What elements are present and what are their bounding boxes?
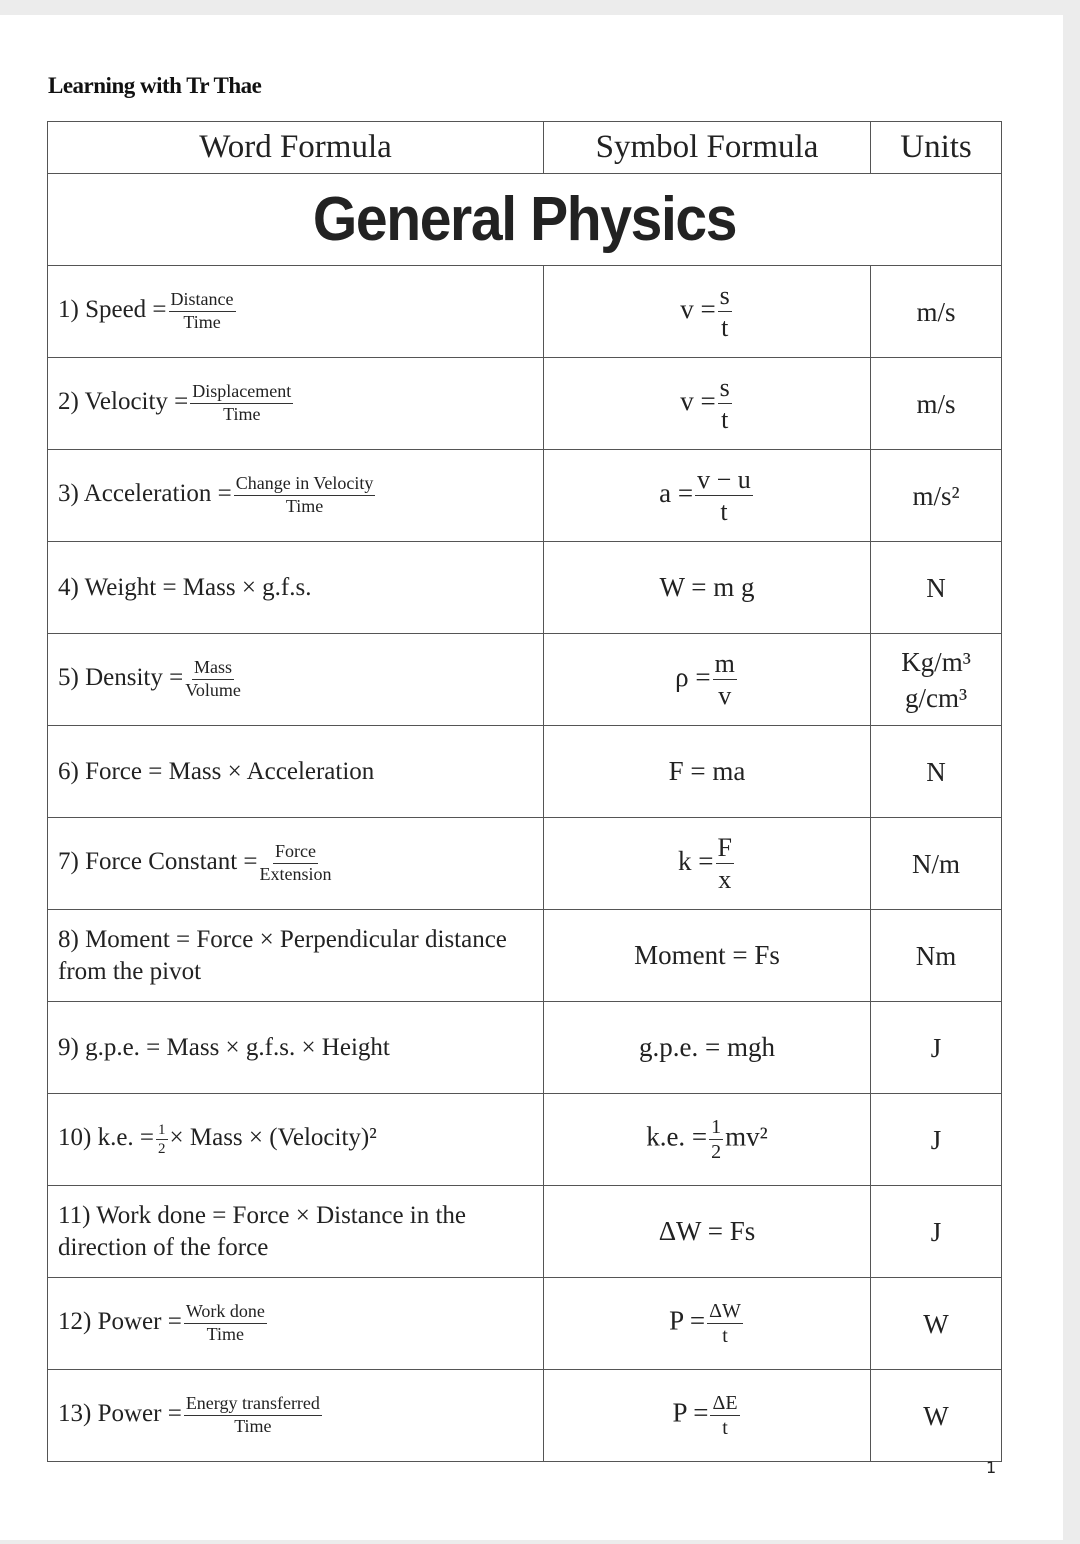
symbol-formula-lhs: P = xyxy=(669,1305,706,1336)
unit-value: N xyxy=(926,756,946,787)
fraction-denominator: v xyxy=(718,681,732,710)
column-header-symbol-formula: Symbol Formula xyxy=(544,122,871,174)
units-cell xyxy=(871,818,1002,910)
fraction-numerator: m xyxy=(713,648,737,680)
formula-row xyxy=(48,910,1002,1002)
units-cell xyxy=(871,1186,1002,1278)
symbol-formula-lhs: a = xyxy=(659,477,694,508)
word-formula-cell xyxy=(48,1186,544,1278)
symbol-formula-cell xyxy=(544,1002,871,1094)
units-cell xyxy=(871,1002,1002,1094)
fraction-numerator: s xyxy=(718,372,732,404)
unit-value: N xyxy=(926,572,946,603)
unit-value: m/s xyxy=(916,296,956,327)
symbol-formula-suffix: mv² xyxy=(725,1121,768,1152)
word-formula-text: 8) Moment = Force × Perpendicular distance from the pivot xyxy=(58,925,507,985)
unit-value: Nm xyxy=(915,940,957,971)
document-page xyxy=(0,15,1063,1540)
symbol-formula-cell xyxy=(544,266,871,358)
units-cell xyxy=(871,358,1002,450)
fraction-denominator: Extension xyxy=(259,864,332,884)
symbol-formula-cell xyxy=(544,1094,871,1186)
word-formula-cell xyxy=(48,818,544,910)
units-cell xyxy=(871,1278,1002,1370)
word-formula-text: 6) Force = Mass × Acceleration xyxy=(58,757,375,785)
word-formula-cell xyxy=(48,1002,544,1094)
fraction-numerator: Displacement xyxy=(190,381,293,404)
symbol-formula-text: F = ma xyxy=(668,756,746,786)
word-formula-fraction xyxy=(156,1121,168,1158)
symbol-formula-fraction xyxy=(718,280,732,343)
symbol-formula-fraction xyxy=(695,464,753,527)
symbol-formula-cell xyxy=(544,910,871,1002)
unit-value: Kg/m³ xyxy=(901,646,971,677)
fraction-numerator: ΔE xyxy=(712,1392,738,1414)
word-formula-fraction xyxy=(184,1301,267,1345)
symbol-formula-fraction xyxy=(716,832,734,895)
word-formula-suffix: × Mass × (Velocity)² xyxy=(169,1124,377,1152)
fraction-numerator: Work done xyxy=(184,1301,267,1324)
symbol-formula-text: ΔW = Fs xyxy=(658,1216,756,1246)
fraction-denominator: Time xyxy=(223,404,261,424)
page-number: 1 xyxy=(986,1458,997,1477)
symbol-formula-cell xyxy=(544,818,871,910)
formula-row xyxy=(48,634,1002,726)
unit-value: J xyxy=(930,1124,942,1155)
word-formula-lhs: 2) Velocity = xyxy=(58,388,189,416)
column-header-units: Units xyxy=(871,122,1002,174)
word-formula-fraction xyxy=(169,289,236,333)
brand-heading: Learning with Tr Thae xyxy=(48,73,262,98)
fraction-denominator: t xyxy=(722,1325,728,1347)
symbol-formula-lhs: v = xyxy=(680,293,716,324)
fraction-denominator: Volume xyxy=(185,680,241,700)
symbol-formula-lhs: v = xyxy=(680,385,716,416)
unit-value: W xyxy=(923,1308,949,1339)
fraction-denominator: Time xyxy=(183,312,221,332)
word-formula-cell xyxy=(48,1370,544,1462)
units-cell xyxy=(871,634,1002,726)
section-title-row xyxy=(48,174,1002,266)
fraction-denominator: 2 xyxy=(158,1141,166,1157)
symbol-formula-cell xyxy=(544,1278,871,1370)
word-formula-lhs: 13) Power = xyxy=(58,1400,182,1428)
symbol-formula-text: Moment = Fs xyxy=(634,940,780,970)
word-formula-lhs: 7) Force Constant = xyxy=(58,848,258,876)
word-formula-fraction xyxy=(260,841,332,885)
fraction-numerator: Force xyxy=(273,841,318,864)
word-formula-cell xyxy=(48,910,544,1002)
word-formula-lhs: 3) Acceleration = xyxy=(58,480,232,508)
word-formula-text: 4) Weight = Mass × g.f.s. xyxy=(58,573,312,601)
units-cell xyxy=(871,1094,1002,1186)
unit-value: J xyxy=(930,1032,942,1063)
units-cell xyxy=(871,1370,1002,1462)
fraction-numerator: Mass xyxy=(192,657,234,680)
column-header-word-formula: Word Formula xyxy=(48,122,544,174)
symbol-formula-lhs: k = xyxy=(678,845,714,876)
fraction-numerator: v − u xyxy=(695,464,753,496)
fraction-numerator: Change in Velocity xyxy=(234,473,376,496)
formula-row xyxy=(48,358,1002,450)
unit-value: N/m xyxy=(911,848,960,879)
symbol-formula-fraction xyxy=(713,648,737,711)
word-formula-text: 11) Work done = Force × Distance in the direction of the force xyxy=(58,1201,467,1261)
symbol-formula-cell xyxy=(544,358,871,450)
symbol-formula-cell xyxy=(544,450,871,542)
word-formula-lhs: 12) Power = xyxy=(58,1308,182,1336)
symbol-formula-cell xyxy=(544,726,871,818)
fraction-denominator: t xyxy=(722,1417,728,1439)
formula-row xyxy=(48,1370,1002,1462)
unit-value: m/s xyxy=(916,388,956,419)
formula-row xyxy=(48,266,1002,358)
fraction-numerator: Distance xyxy=(169,289,236,312)
fraction-numerator: 1 xyxy=(158,1122,166,1138)
word-formula-cell xyxy=(48,1094,544,1186)
fraction-numerator: s xyxy=(718,280,732,312)
symbol-formula-cell xyxy=(544,1186,871,1278)
word-formula-lhs: 1) Speed = xyxy=(58,296,167,324)
fraction-numerator: ΔW xyxy=(709,1300,741,1322)
word-formula-cell xyxy=(48,358,544,450)
word-formula-fraction xyxy=(234,473,376,517)
fraction-denominator: Time xyxy=(285,496,324,516)
formula-row xyxy=(48,1094,1002,1186)
fraction-numerator: 1 xyxy=(711,1116,722,1138)
formula-row xyxy=(48,726,1002,818)
fraction-denominator: 2 xyxy=(711,1141,722,1163)
fraction-numerator: Energy transferred xyxy=(184,1393,322,1416)
formula-row xyxy=(48,542,1002,634)
fraction-denominator: Time xyxy=(234,1416,272,1436)
fraction-denominator: Time xyxy=(206,1324,244,1344)
unit-value: m/s² xyxy=(912,480,960,511)
column-header-row xyxy=(48,122,1002,174)
word-formula-cell xyxy=(48,542,544,634)
fraction-denominator: x xyxy=(718,865,732,894)
formula-row xyxy=(48,1278,1002,1370)
unit-value: W xyxy=(923,1400,949,1431)
symbol-formula-fraction xyxy=(710,1391,739,1440)
units-cell xyxy=(871,266,1002,358)
section-title-cell xyxy=(48,174,1002,266)
formula-row xyxy=(48,1002,1002,1094)
fraction-denominator: t xyxy=(720,497,728,526)
symbol-formula-fraction xyxy=(709,1115,723,1164)
symbol-formula-fraction xyxy=(718,372,732,435)
unit-value: J xyxy=(930,1216,942,1247)
symbol-formula-fraction xyxy=(707,1299,743,1348)
section-title: General Physics xyxy=(312,185,737,254)
fraction-denominator: t xyxy=(721,313,729,342)
word-formula-cell xyxy=(48,1278,544,1370)
formula-row xyxy=(48,450,1002,542)
word-formula-cell xyxy=(48,726,544,818)
word-formula-fraction xyxy=(190,381,293,425)
symbol-formula-lhs: ρ = xyxy=(675,661,711,692)
formula-row xyxy=(48,818,1002,910)
symbol-formula-lhs: k.e. = xyxy=(646,1121,708,1152)
units-cell xyxy=(871,910,1002,1002)
word-formula-text: 9) g.p.e. = Mass × g.f.s. × Height xyxy=(58,1033,390,1061)
symbol-formula-text: g.p.e. = mgh xyxy=(639,1032,775,1062)
units-cell xyxy=(871,726,1002,818)
word-formula-lhs: 10) k.e. = xyxy=(58,1124,155,1152)
word-formula-fraction xyxy=(185,657,241,701)
units-cell xyxy=(871,450,1002,542)
symbol-formula-cell xyxy=(544,542,871,634)
fraction-numerator: F xyxy=(716,832,734,864)
word-formula-cell xyxy=(48,266,544,358)
symbol-formula-text: W = m g xyxy=(659,572,755,602)
symbol-formula-cell xyxy=(544,1370,871,1462)
formula-row xyxy=(48,1186,1002,1278)
word-formula-cell xyxy=(48,450,544,542)
word-formula-lhs: 5) Density = xyxy=(58,664,184,692)
word-formula-cell xyxy=(48,634,544,726)
symbol-formula-lhs: P = xyxy=(672,1397,709,1428)
units-cell xyxy=(871,542,1002,634)
unit-value: g/cm³ xyxy=(904,682,968,713)
word-formula-fraction xyxy=(184,1393,322,1437)
fraction-denominator: t xyxy=(721,405,729,434)
formula-table xyxy=(47,121,1002,1462)
symbol-formula-cell xyxy=(544,634,871,726)
